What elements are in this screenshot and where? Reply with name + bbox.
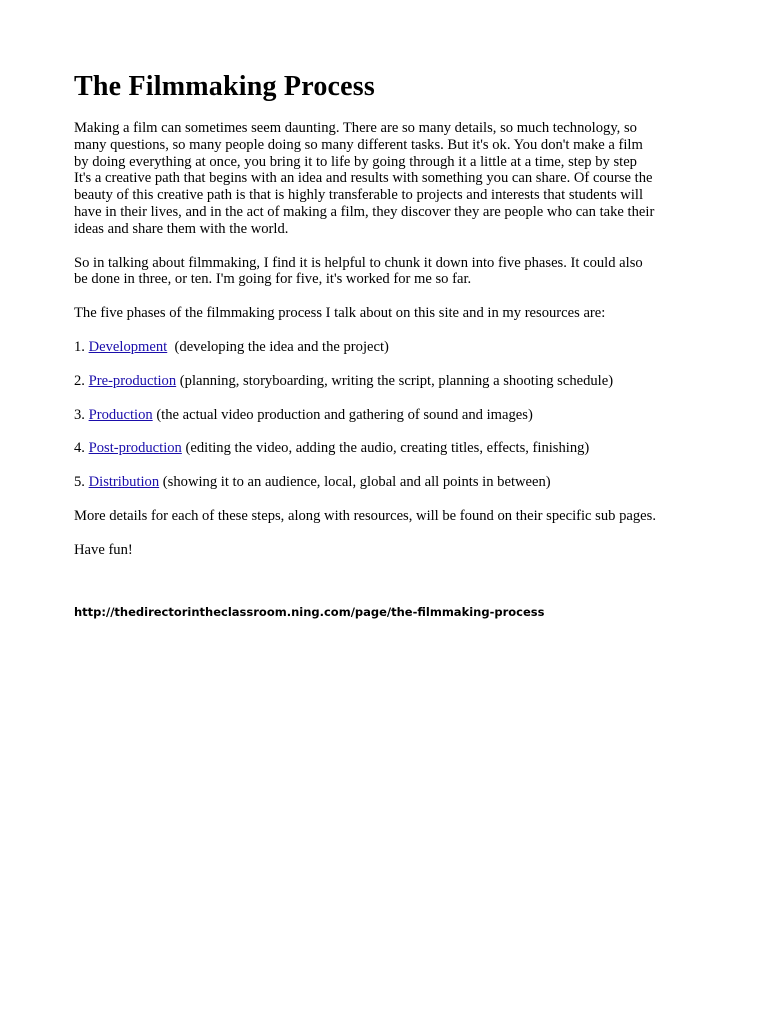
- intro-line: beauty of this creative path is that is highly transferable to projects and interests that students will: [74, 187, 644, 204]
- pre-production-link[interactable]: Pre-production: [88, 372, 177, 389]
- intro-line: have in their lives, and in the act of making a film, they discover they are people who can take their: [74, 203, 655, 220]
- phases-intro: The five phases of the filmmaking process I talk about on this site and in my resources are:: [74, 305, 606, 322]
- phase-item-production: [74, 407, 704, 424]
- intro-paragraph: [74, 120, 704, 238]
- phase-description: (planning, storyboarding, writing the script, planning a shooting schedule): [176, 372, 614, 389]
- source-url: http://thedirectorintheclassroom.ning.com/page/the-filmmaking-process: [74, 604, 545, 619]
- document-page: [74, 70, 704, 619]
- development-link[interactable]: Development: [88, 338, 168, 355]
- intro-line: by doing everything at once, you bring it to life by going through it a little at a time, step by step: [74, 153, 637, 170]
- phase-description: (editing the video, adding the audio, creating titles, effects, finishing): [181, 440, 590, 457]
- intro-line: It's a creative path that begins with an idea and results with something you can share. Of course the: [74, 170, 653, 187]
- intro-line: ideas and share them with the world.: [74, 220, 289, 237]
- distribution-link[interactable]: Distribution: [88, 474, 160, 491]
- phase-description: (showing it to an audience, local, global and all points in between): [159, 474, 551, 491]
- phase-item-distribution: [74, 474, 704, 491]
- phase-item-post-production: [74, 440, 704, 457]
- phase-number: 2.: [74, 372, 85, 389]
- intro-line: Making a film can sometimes seem daunting. There are so many details, so much technology, so: [74, 120, 637, 136]
- intro-line: many questions, so many people doing so many different tasks. But it's ok. You don't make a film: [74, 136, 643, 153]
- production-link[interactable]: Production: [88, 406, 153, 423]
- phase-description: (developing the idea and the project): [167, 338, 389, 355]
- chunk-line: be done in three, or ten. I'm going for five, it's worked for me so far.: [74, 271, 472, 288]
- details-paragraph: More details for each of these steps, along with resources, will be found on their specific sub pages.: [74, 507, 656, 524]
- closing-paragraph: Have fun!: [74, 541, 133, 558]
- chunk-line: So in talking about filmmaking, I find it is helpful to chunk it down into five phases. It could also: [74, 254, 643, 271]
- phase-number: 5.: [74, 474, 85, 491]
- phase-number: 4.: [74, 440, 85, 457]
- phase-number: 1.: [74, 338, 85, 355]
- phase-item-pre-production: [74, 373, 704, 390]
- phase-item-development: [74, 339, 704, 356]
- post-production-link[interactable]: Post-production: [88, 440, 182, 457]
- phase-number: 3.: [74, 406, 85, 423]
- page-title: The Filmmaking Process: [74, 71, 375, 102]
- chunk-paragraph: [74, 255, 704, 289]
- phase-description: (the actual video production and gathering of sound and images): [152, 406, 533, 423]
